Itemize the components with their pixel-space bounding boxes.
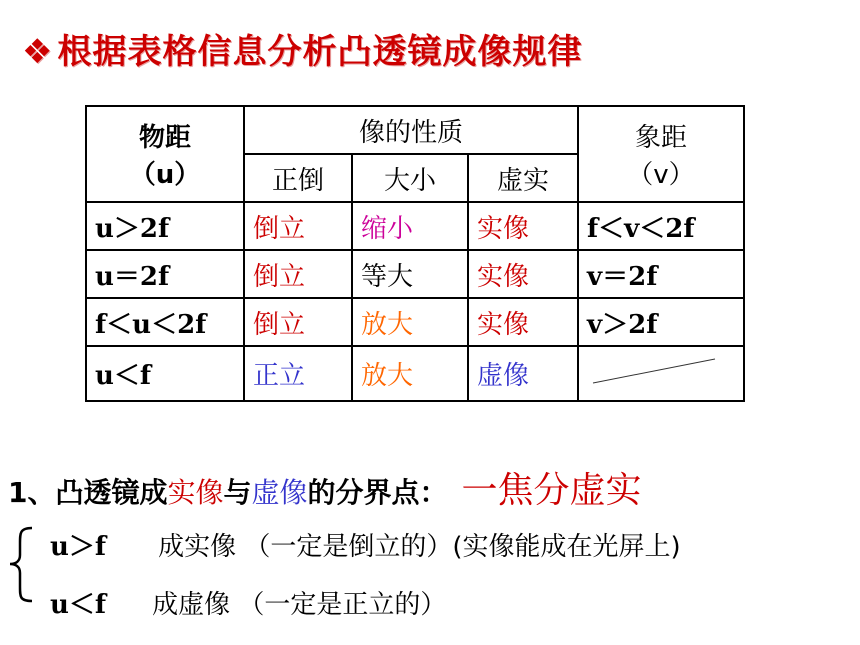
table-row <box>86 250 744 298</box>
cell-v: v＝2f <box>578 250 744 298</box>
cell-type: 实像 <box>468 202 578 250</box>
boundary-emphasis: 一焦分虚实 <box>461 470 642 511</box>
cell-orientation: 倒立 <box>244 202 352 250</box>
title-text: 根据表格信息分析凸透镜成像规律 <box>57 32 583 72</box>
cell-type: 实像 <box>468 250 578 298</box>
cell-size: 缩小 <box>352 202 468 250</box>
cell-v: f＜v＜2f <box>578 202 744 250</box>
cell-u: u＝2f <box>86 250 244 298</box>
diamond-bullet-icon: ❖ <box>22 32 54 72</box>
table-row <box>86 346 744 401</box>
diagonal-slash-icon <box>579 347 743 393</box>
rule-real: u＞f 成实像 （一定是倒立的）(实像能成在光屏上) <box>50 532 681 562</box>
header-image-nature: 像的性质 <box>244 106 578 154</box>
cell-v: v＞2f <box>578 298 744 346</box>
table-row <box>86 202 744 250</box>
cell-u: f＜u＜2f <box>86 298 244 346</box>
imaging-table <box>85 105 745 402</box>
header-image-distance: 象距 （v） <box>578 106 744 202</box>
cell-v-empty <box>578 346 744 401</box>
header-orientation: 正倒 <box>244 154 352 202</box>
cell-orientation: 倒立 <box>244 298 352 346</box>
header-object-distance: 物距 （u） <box>86 106 244 202</box>
cell-size: 等大 <box>352 250 468 298</box>
cell-u: u＞2f <box>86 202 244 250</box>
cell-u: u＜f <box>86 346 244 401</box>
table-row <box>86 298 744 346</box>
cell-type: 实像 <box>468 298 578 346</box>
cell-size: 放大 <box>352 346 468 401</box>
rule-virtual: u＜f 成虚像 （一定是正立的） <box>50 590 447 620</box>
cell-orientation: 倒立 <box>244 250 352 298</box>
header-real-virtual: 虚实 <box>468 154 578 202</box>
cell-orientation: 正立 <box>244 346 352 401</box>
header-size: 大小 <box>352 154 468 202</box>
page-title <box>22 24 582 73</box>
cell-type: 虚像 <box>468 346 578 401</box>
left-brace-icon <box>6 525 36 603</box>
cell-size: 放大 <box>352 298 468 346</box>
boundary-statement: 1、凸透镜成实像与虚像的分界点： 一焦分虚实 <box>8 470 642 511</box>
